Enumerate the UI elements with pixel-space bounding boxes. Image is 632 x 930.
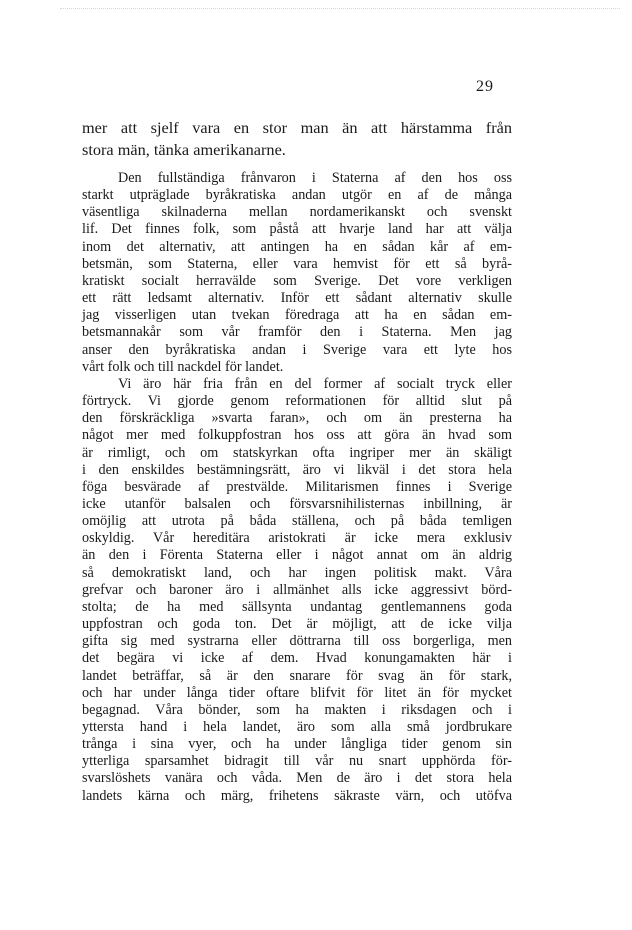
text-line: den förskräckliga »svarta faran», och om än presterna ha (82, 410, 512, 427)
text-line: landets kärna och märg, frihetens säkraste värn, och utöfva (82, 787, 512, 804)
text-line: oskyldig. Vår hereditära aristokrati är icke mera exklusiv (82, 530, 512, 547)
text-line: betsmän, som Staterna, eller vara hemvist för ett så byrå- (82, 255, 512, 272)
text-line: yttersta hand i hela landet, äro som alla små jordbrukare (82, 719, 512, 735)
text-line: landet beträffar, så är den snarare för svag än för stark, (82, 667, 512, 684)
text-line: uppfostran och goda ton. Det är möjligt, att de icke vilja (82, 616, 512, 633)
text-line: omöjlig att utrota på båda ställena, och på båda temligen (82, 513, 512, 530)
text-line: starkt utpräglade byråkratiska andan utgör en af de många (82, 187, 512, 204)
text-line: betsmannakår som vår framför den i Staterna. Men jag (82, 324, 512, 341)
line-spacer (82, 161, 512, 170)
text-line: i den enskildes bestämningsrätt, äro vi likväl i det stora hela (82, 461, 512, 478)
text-line: vårt folk och till nackdel för landet. (82, 358, 284, 375)
scan-artifact-marks (60, 8, 620, 15)
page-number: 29 (476, 78, 494, 95)
text-line: väsentliga skilnaderna mellan nordamerikanskt och svenskt (82, 204, 512, 221)
text-line: svarslöshets vanära och våda. Men de äro i det stora hela (82, 770, 512, 787)
body-text (82, 117, 512, 805)
text-line: än den i Förenta Staterna eller i något annat om än aldrig (82, 547, 512, 564)
text-line: icke utanför balsalen och försvarsnihilisternas inbillning, är (82, 495, 512, 512)
text-line: grefvar och baroner äro i allmänhet alls icke aggressivt börd- (82, 581, 512, 598)
text-line: Den fullständiga frånvaron i Staterna af den hos oss (118, 170, 512, 186)
text-line: förtryck. Vi gjorde genom reformationen för alltid slut på (82, 393, 512, 410)
text-line: stora män, tänka amerikanarne. (82, 140, 286, 159)
text-line: stolta; de ha med sällsynta undantag gentlemannens goda (82, 598, 512, 615)
text-line: Vi äro här fria från en del former af socialt tryck eller (118, 375, 512, 392)
text-line: och har under långa tider oftare blifvit för litet än för mycket (82, 684, 512, 701)
text-line: ytterliga sparsamhet bidragit till vår nu snart upphörda för- (82, 753, 512, 770)
text-line: inom det alternativ, att antingen ha en sådan kår af em- (82, 238, 512, 255)
text-line: gifta sig med systrarna eller döttrarna till oss borgerliga, men (82, 633, 512, 650)
text-line: jag visserligen utan tvekan föredraga att ha en sådan em- (82, 307, 512, 324)
text-line: är rimligt, och om statskyrkan ofta ingriper mer än skäligt (82, 444, 512, 461)
text-line: något mer med folkuppfostran hos oss att göra än hvad som (82, 427, 512, 444)
text-line: mer att sjelf vara en stor man än att härstamma från (82, 118, 512, 137)
text-line: det begära vi icke af dem. Hvad konungamakten här i (82, 650, 512, 667)
text-line: kratiskt socialt herravälde som Sverige. Det vore verkligen (82, 272, 512, 289)
text-line: begagnad. Våra bönder, som ha makten i riksdagen och i (82, 701, 512, 718)
text-line: så demokratiskt land, och har ingen politisk makt. Våra (82, 564, 512, 581)
text-line: trånga i sina vyer, och ha under långliga tider genom sin (82, 736, 512, 753)
text-line: föga besvärade af prestvälde. Militarismen finnes i Sverige (82, 478, 512, 495)
text-line: anser den byråkratiska andan i Sverige vara ett lyte hos (82, 341, 512, 358)
text-line: ett rätt ledsamt alternativ. Inför ett sådant alternativ skulle (82, 290, 512, 307)
text-line: lif. Det finnes folk, som påstå att hvarje land har att välja (82, 221, 512, 238)
